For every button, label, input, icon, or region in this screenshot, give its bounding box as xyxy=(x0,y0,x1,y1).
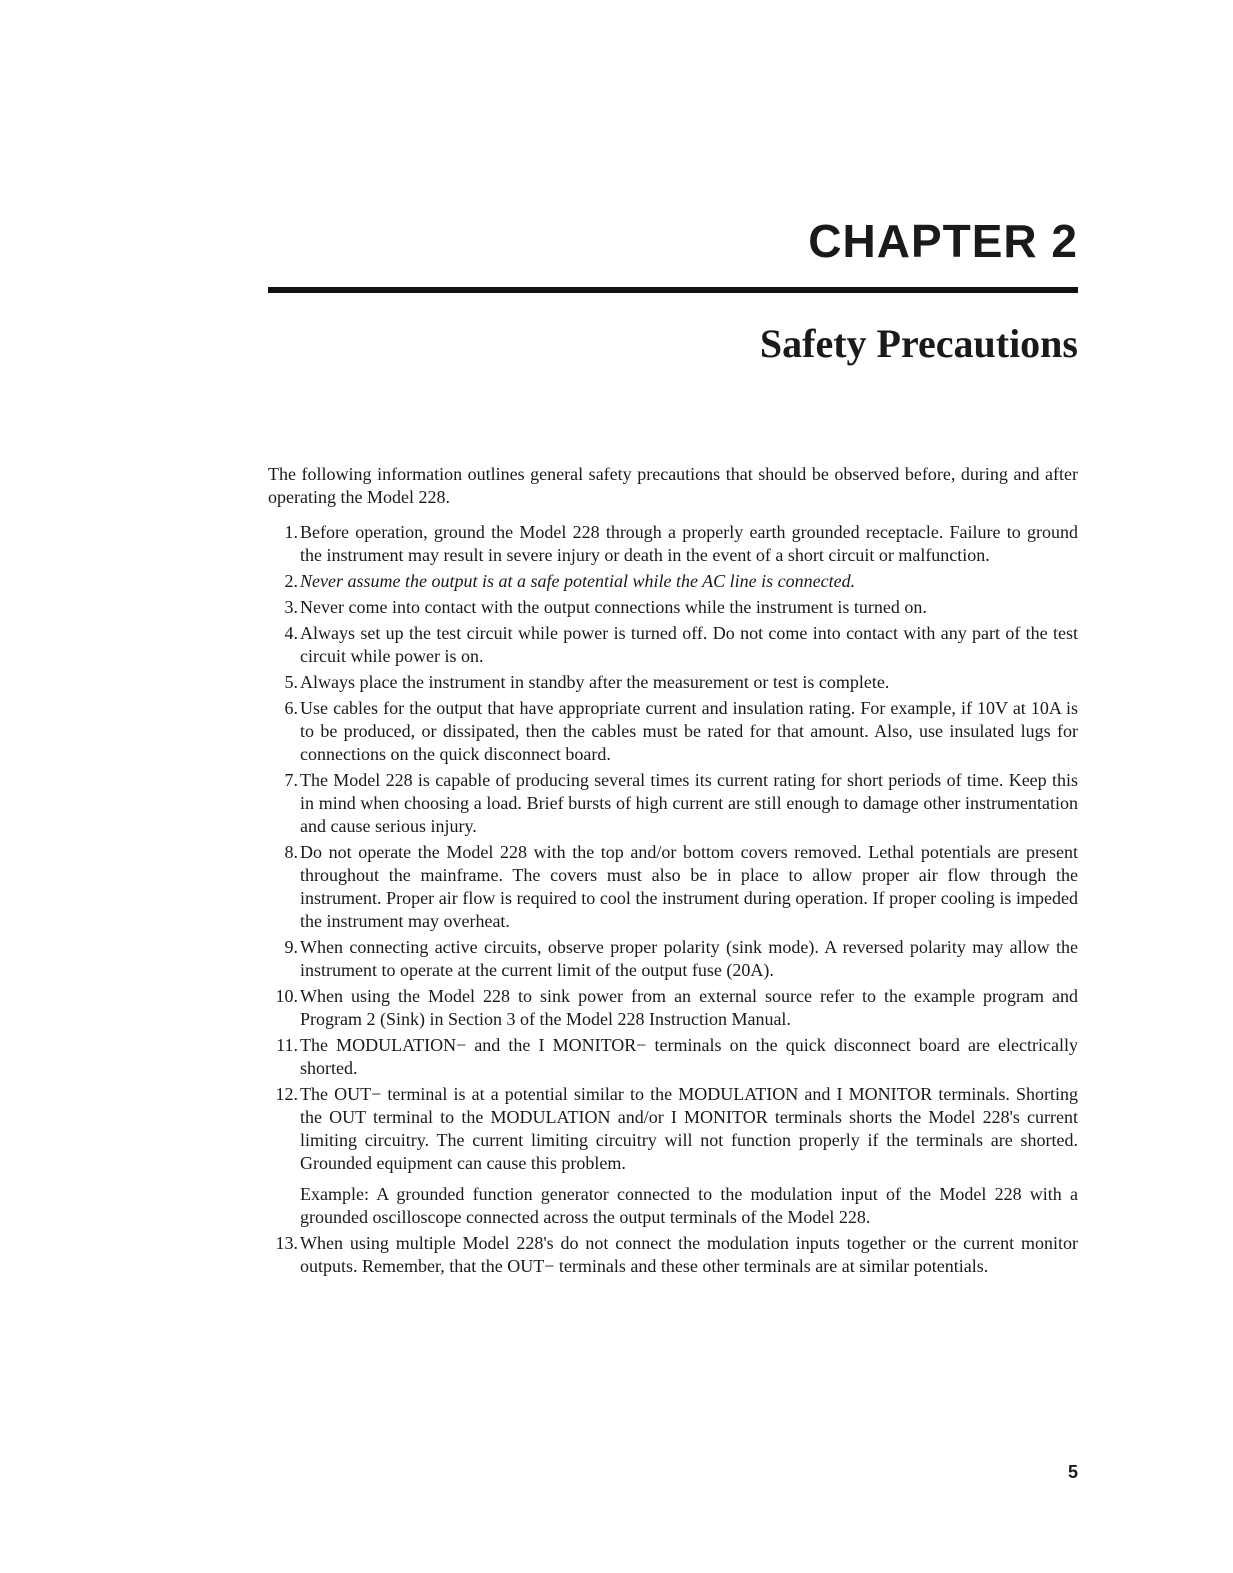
precautions-list xyxy=(268,521,1078,1278)
list-item-text: Never assume the output is at a safe potential while the AC line is connected. xyxy=(300,571,856,591)
list-item-number: 4. xyxy=(284,623,298,643)
list-item-text: Use cables for the output that have appropriate current and insulation rating. For example, if 10V at 10A is to be produced, or dissipated, then the cables must be rated for that amount. Also, use insulated lugs for connections on the quick disconnect board. xyxy=(300,698,1078,764)
list-item-number: 11. xyxy=(276,1035,298,1055)
list-item-number: 10. xyxy=(275,986,298,1006)
list-item-text: Never come into contact with the output connections while the instrument is turned on. xyxy=(300,597,927,617)
list-item-text: Do not operate the Model 228 with the top and/or bottom covers removed. Lethal potentials are present throughout the mainframe. The covers must also be in place to allow proper air flow through the instrument. Proper air flow is required to cool the instrument during operation. If proper cooling is impeded the instrument may overheat. xyxy=(300,842,1078,931)
list-item-number: 9. xyxy=(284,937,298,957)
list-item-text: When using the Model 228 to sink power from an external source refer to the example program and Program 2 (Sink) in Section 3 of the Model 228 Instruction Manual. xyxy=(300,986,1078,1029)
list-item-number: 8. xyxy=(284,842,298,862)
list-item-number: 1. xyxy=(284,522,298,542)
intro-paragraph: The following information outlines general safety precautions that should be observed before, during and after operating the Model 228. xyxy=(268,464,1078,507)
list-item-text: Before operation, ground the Model 228 through a properly earth grounded receptacle. Failure to ground the instrument may result in severe injury or death in the event of a short circuit or malfunction. xyxy=(300,522,1078,565)
list-item xyxy=(268,671,1078,694)
list-item xyxy=(268,985,1078,1031)
list-item-number: 2. xyxy=(284,571,298,591)
list-item xyxy=(268,521,1078,567)
chapter-heading: CHAPTER 2 xyxy=(808,215,1078,267)
list-item-number: 3. xyxy=(284,597,298,617)
list-item-text: When connecting active circuits, observe proper polarity (sink mode). A reversed polarity may allow the instrument to operate at the current limit of the output fuse (20A). xyxy=(300,937,1078,980)
list-item-text: When using multiple Model 228's do not connect the modulation inputs together or the current monitor outputs. Remember, that the OUT− terminals and these other terminals are at similar potentials. xyxy=(300,1233,1078,1276)
list-item-number: 6. xyxy=(284,698,298,718)
list-item xyxy=(268,841,1078,933)
list-item xyxy=(268,622,1078,668)
page-number: 5 xyxy=(1067,1462,1078,1482)
list-item-text: The MODULATION− and the I MONITOR− terminals on the quick disconnect board are electrically shorted. xyxy=(300,1035,1078,1078)
chapter-divider xyxy=(268,287,1078,293)
list-item xyxy=(268,1083,1078,1229)
list-item xyxy=(268,596,1078,619)
list-item xyxy=(268,936,1078,982)
list-item-text: Always set up the test circuit while power is turned off. Do not come into contact with any part of the test circuit while power is on. xyxy=(300,623,1078,666)
list-item-number: 5. xyxy=(284,672,298,692)
list-item xyxy=(268,697,1078,766)
list-item-example: Example: A grounded function generator connected to the modulation input of the Model 228 with a grounded oscilloscope connected across the output terminals of the Model 228. xyxy=(300,1184,1078,1227)
list-item xyxy=(268,1232,1078,1278)
list-item-text: The Model 228 is capable of producing several times its current rating for short periods of time. Keep this in mind when choosing a load. Brief bursts of high current are still enough to damage other instrumentation and cause serious injury. xyxy=(300,770,1078,836)
list-item xyxy=(268,769,1078,838)
page-title: Safety Precautions xyxy=(759,321,1078,366)
list-item-number: 13. xyxy=(275,1233,298,1253)
list-item-number: 7. xyxy=(284,770,298,790)
list-item-text: Always place the instrument in standby after the measurement or test is complete. xyxy=(300,672,890,692)
document-body xyxy=(268,463,1078,1281)
list-item xyxy=(268,570,1078,593)
list-item-number: 12. xyxy=(275,1084,298,1104)
list-item-text: The OUT− terminal is at a potential similar to the MODULATION and I MONITOR terminals. Shorting the OUT terminal to the MODULATION and/or I MONITOR terminals shorts the Model 228's current limiting circuitry. The current limiting circuitry will not function properly if the terminals are shorted. Grounded equipment can cause this problem. xyxy=(300,1084,1078,1173)
list-item xyxy=(268,1034,1078,1080)
